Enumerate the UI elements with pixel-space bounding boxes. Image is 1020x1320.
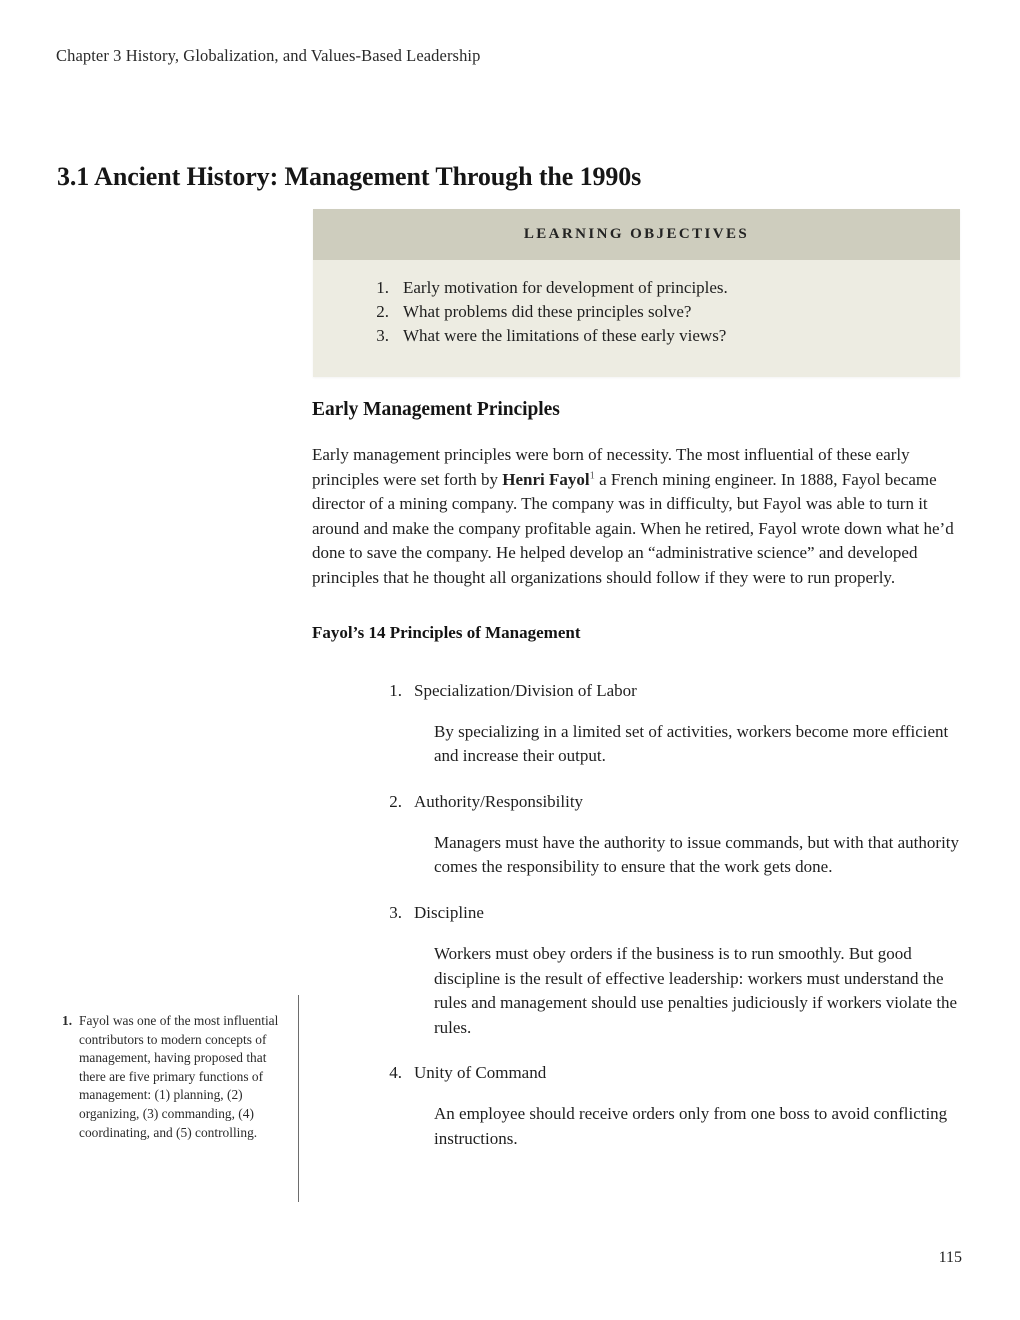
principle-title: Authority/Responsibility xyxy=(414,791,584,811)
list-item xyxy=(369,324,960,348)
principle-description: Workers must obey orders if the business is to run smoothly. But good discipline is the result of effective leadership: workers must understand the rules and management should use penalties judiciously if workers violate the rules. xyxy=(434,943,958,1037)
list-item xyxy=(384,901,964,1040)
learning-objectives-header-label: LEARNING OBJECTIVES xyxy=(523,226,750,242)
list-item xyxy=(384,790,964,880)
principle-title: Unity of Command xyxy=(414,1063,547,1083)
footnote-text: Fayol was one of the most influential contributors to modern concepts of management, having proposed that there are five primary functions of management: (1) planning, (2) organizing, (3) commanding, (4) coordinating, and (5) controlling. xyxy=(79,1013,279,1140)
list-item-number: 2. xyxy=(389,791,402,811)
principle-description: By specializing in a limited set of activities, workers become more efficient and increase their output. xyxy=(434,721,949,766)
section-title: 3.1 Ancient History: Management Through the 1990s xyxy=(57,161,642,191)
paragraph-segment-1: Early management principles were born of necessity. The most influential of these early principles were set forth by xyxy=(312,445,910,489)
principle-description: An employee should receive orders only from one boss to avoid conflicting instructions. xyxy=(434,1104,948,1148)
learning-objectives-box xyxy=(313,209,960,377)
learning-objectives-header xyxy=(313,209,960,260)
list-item-text: What problems did these principles solve? xyxy=(403,301,692,321)
running-head: Chapter 3 History, Globalization, and Values-Based Leadership xyxy=(56,46,481,65)
learning-objectives-body xyxy=(313,260,960,377)
list-item-number: 1. xyxy=(389,680,402,700)
list-item-number: 2. xyxy=(376,301,389,321)
list-item-number: 3. xyxy=(389,902,402,922)
principles-list xyxy=(312,679,964,1152)
list-item-number: 3. xyxy=(376,325,389,345)
list-item xyxy=(384,679,964,769)
list-item xyxy=(369,300,960,324)
list-item-number: 4. xyxy=(389,1063,402,1083)
list-item-number: 1. xyxy=(376,278,389,297)
footnote-number: 1. xyxy=(62,1013,73,1028)
list-item-text: Early motivation for development of principles. xyxy=(403,278,728,297)
principle-description: Managers must have the authority to issue commands, but with that authority comes the responsibility to ensure that the work gets done. xyxy=(434,832,960,877)
page-number: 115 xyxy=(938,1249,962,1266)
intro-paragraph xyxy=(312,443,964,591)
footnote-reference-marker: 1 xyxy=(589,469,595,481)
footnote-vertical-rule xyxy=(298,995,299,1202)
main-text-column xyxy=(312,399,964,1152)
list-item xyxy=(369,276,960,300)
early-management-principles-heading: Early Management Principles xyxy=(312,399,560,420)
henri-fayol-bold: Henri Fayol xyxy=(502,469,590,489)
learning-objectives-list xyxy=(313,276,960,347)
fayol-principles-heading: Fayol’s 14 Principles of Management xyxy=(312,622,581,642)
margin-footnote xyxy=(62,1012,288,1142)
list-item xyxy=(384,1061,964,1151)
paragraph-segment-2: a French mining engineer. In 1888, Fayol became director of a mining company. The company was in difficulty, but Fayol was able to turn it around and make the company profitable again. When he retired, Fayol wrote down what he’d done to save the company. He helped develop an “administrative science” and developed principles that he thought all organizations should follow if they were to run properly. xyxy=(312,469,954,587)
principle-title: Specialization/Division of Labor xyxy=(414,680,637,700)
principle-title: Discipline xyxy=(414,902,484,922)
list-item-text: What were the limitations of these early views? xyxy=(403,325,727,345)
